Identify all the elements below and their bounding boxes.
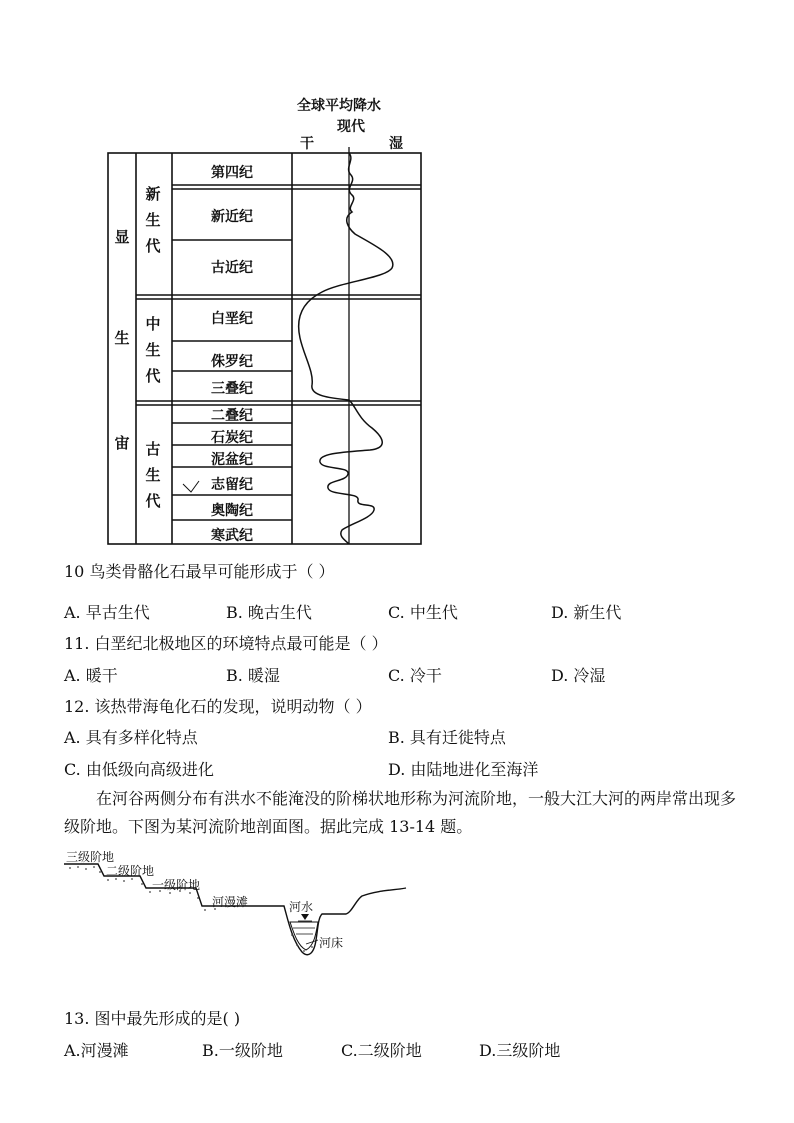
label-second-terrace: 二级阶地 <box>106 864 155 878</box>
question-13-stem: 13. 图中最先形成的是( ) <box>64 1009 241 1028</box>
era-cenozoic: 新 生 代 <box>145 185 161 255</box>
question-12-stem: 12. 该热带海龟化石的发现，说明动物（ ） <box>64 697 372 716</box>
q10-option-a: A. 早古生代 <box>64 603 150 622</box>
q10-option-d: D. 新生代 <box>551 603 622 622</box>
q11-option-c: C. 冷干 <box>388 666 442 685</box>
period-silurian: 志留纪 <box>211 477 253 493</box>
label-first-terrace: 一级阶地 <box>152 878 201 892</box>
label-river-water: 河水 <box>289 900 314 914</box>
q11-option-d: D. 冷湿 <box>551 666 606 685</box>
q12-option-a: A. 具有多样化特点 <box>64 728 198 747</box>
period-carboniferous: 石炭纪 <box>211 430 253 446</box>
wet-label: 湿 <box>389 136 403 152</box>
q13-option-c: C.二级阶地 <box>341 1041 422 1060</box>
eon-char-1: 显 <box>114 228 130 246</box>
q12-option-c: C. 由低级向高级进化 <box>64 760 214 779</box>
q13-option-b: B.一级阶地 <box>202 1041 283 1060</box>
q10-option-c: C. 中生代 <box>388 603 458 622</box>
period-devonian: 泥盆纪 <box>211 452 253 468</box>
dry-label: 干 <box>300 136 314 152</box>
period-jurassic: 侏罗纪 <box>211 354 253 370</box>
period-triassic: 三叠纪 <box>211 381 253 397</box>
q13-option-a: A.河漫滩 <box>64 1041 129 1060</box>
chart-title: 全球平均降水 <box>297 98 381 114</box>
period-permian: 二叠纪 <box>211 408 253 424</box>
q11-option-b: B. 暖湿 <box>226 666 280 685</box>
label-third-terrace: 三级阶地 <box>66 850 115 864</box>
question-10-stem: 10 鸟类骨骼化石最早可能形成于（ ） <box>64 562 335 581</box>
q12-option-b: B. 具有迁徙特点 <box>388 728 506 747</box>
period-paleogene: 古近纪 <box>211 260 253 276</box>
period-quaternary: 第四纪 <box>211 165 253 181</box>
q11-option-a: A. 暖干 <box>64 666 118 685</box>
passage-line-2: 级阶地。下图为某河流阶地剖面图。据此完成 13-14 题。 <box>64 817 473 836</box>
eon-char-3: 宙 <box>114 434 130 452</box>
period-neogene: 新近纪 <box>211 209 253 225</box>
period-ordovician: 奥陶纪 <box>211 503 253 519</box>
period-cretaceous: 白垩纪 <box>211 311 253 327</box>
period-cambrian: 寒武纪 <box>211 528 253 544</box>
chart-subtitle: 现代 <box>337 119 365 135</box>
era-mesozoic: 中 生 代 <box>145 315 161 385</box>
era-paleozoic: 古 生 代 <box>145 440 161 510</box>
q10-option-b: B. 晚古生代 <box>226 603 312 622</box>
q13-option-d: D.三级阶地 <box>479 1041 561 1060</box>
question-11-stem: 11. 白垩纪北极地区的环境特点最可能是（ ） <box>64 634 388 653</box>
passage-line-1: 在河谷两侧分布有洪水不能淹没的阶梯状地形称为河流阶地，一般大江大河的两岸常出现多 <box>96 789 737 808</box>
q12-option-d: D. 由陆地进化至海洋 <box>388 760 539 779</box>
eon-char-2: 生 <box>114 329 130 347</box>
label-floodplain: 河漫滩 <box>212 895 249 909</box>
label-river-bed: 河床 <box>319 936 344 950</box>
